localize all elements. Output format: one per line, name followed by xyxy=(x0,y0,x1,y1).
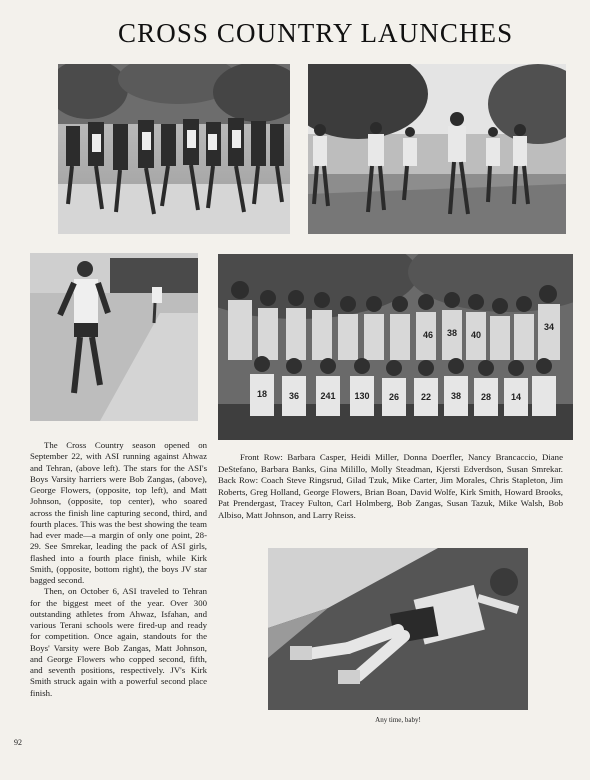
jersey-number: 26 xyxy=(388,392,400,402)
team-photo-caption: Front Row: Barbara Casper, Heidi Miller, Donna Doerfler, Nancy Brancaccio, Diane DeStefano, Barbara Banks, Gina Milillo, Molly Steadman, Kjersti Edverdson, Susan Smrekar. Back Row: Coach Steve Ringsrud, Gilad Tzuk, Mike Carter, Jim Morales, Chris Stapleton, Jim Roberts, Greg Holland, George Flowers, Brian Boan, David Wolfe, Kirk Smith, Howard Brooks, Pat Prendergast, Tracey Fulton, Carl Holmberg, Bob Zangas, Susan Tazuk, Mike Walsh, Bob Albiso, Matt Johnson, and Larry Reiss. xyxy=(218,452,563,520)
runner-bob-zangas-photo xyxy=(30,253,198,421)
jersey-number: 38 xyxy=(450,391,462,401)
jersey-number: 40 xyxy=(470,330,482,340)
page-number: 92 xyxy=(14,738,22,747)
article-body xyxy=(30,440,207,699)
jersey-number: 22 xyxy=(420,392,432,402)
team-group-photo xyxy=(218,254,573,440)
jersey-number: 38 xyxy=(446,328,458,338)
jersey-number: 34 xyxy=(543,322,555,332)
jersey-number: 46 xyxy=(422,330,434,340)
article-paragraph: Then, on October 6, ASI traveled to Tehran for the biggest meet of the year. Over 300 outstanding athletes from Ahwaz, Isfahan, and various Terani schools were fired-up and ready for competition. Once again, standouts for the Boys' Varsity were Bob Zangas, Matt Johnson, and George Flowers who copped second, fifth, and seventh positions, respectively. JV's Kirk Smith struck again with a powerful second place finish. xyxy=(30,586,207,698)
jersey-number: 36 xyxy=(288,391,300,401)
photo-caption: Any time, baby! xyxy=(375,716,421,724)
page-headline: CROSS COUNTRY LAUNCHES xyxy=(118,18,514,48)
jersey-number: 14 xyxy=(510,392,522,402)
runners-road-photo xyxy=(308,64,566,234)
jersey-number: 241 xyxy=(320,391,336,401)
article-paragraph: The Cross Country season opened on September 22, with ASI running against Ahwaz and Tehran, (above left). The stars for the ASI's Boys Varsity harriers were Bob Zangas, (above), George Flowers, (opposite, top left), and Matt Johnson, (opposite, top center), who soared across the finish line capturing second, third, and fourth places. This was the best showing the team had ever made—a margin of only one point, 28-29. See Smrekar, leading the pack of ASI girls, flashed into a fourth place finish, while Kirk Smith, (opposite, bottom right), the boys JV star bagged second. xyxy=(30,440,207,585)
jersey-number: 130 xyxy=(354,391,370,401)
jersey-number: 18 xyxy=(256,389,268,399)
runners-start-photo xyxy=(58,64,290,234)
jersey-number: 28 xyxy=(480,392,492,402)
runner-resting-photo xyxy=(268,548,528,710)
